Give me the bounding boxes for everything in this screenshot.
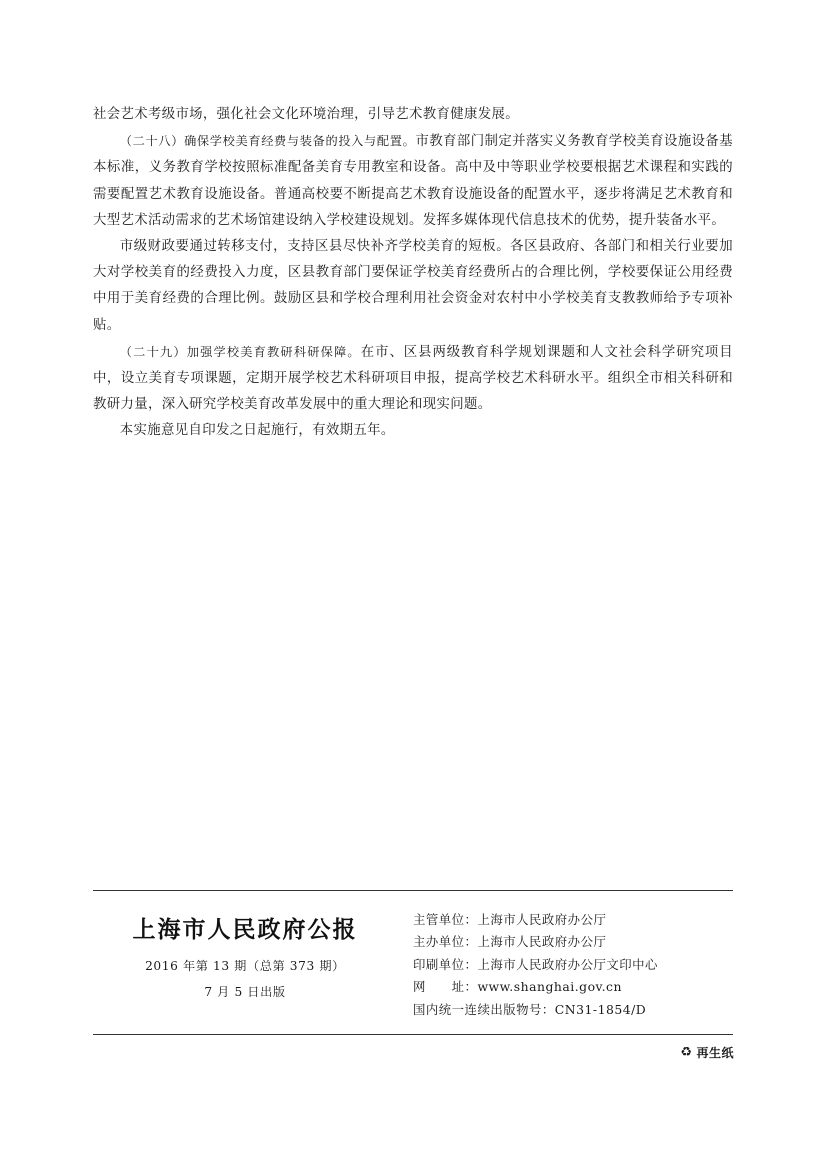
recycled-paper-label: 再生纸: [696, 1046, 734, 1060]
publish-date: 7 月 5 日出版: [204, 985, 286, 999]
printer-row: 印刷单位：上海市人民政府办公厅文印中心: [413, 956, 658, 972]
footer-bottom-divider: [93, 1034, 733, 1035]
gazette-masthead: [110, 914, 380, 1000]
issue-number: 2016 年第 13 期（总第 373 期）: [145, 959, 345, 973]
section-28-text: 市教育部门制定并落实义务教育学校美育设施设备基本标准，义务教育学校按照标准配备美育专用教室和设备。高中及中等职业学校要根据艺术课程和实践的需要配置艺术教育设施设备。普通高校要不断提高艺术教育设施设备的配置水平，逐步将满足艺术教育和大型艺术活动需求的艺术场馆建设纳入学校建设规划。发挥多媒体现代信息技术的优势，提升装备水平。: [93, 134, 733, 228]
paragraph-5: 本实施意见自印发之日起施行，有效期五年。: [119, 423, 395, 439]
paragraph-1: 社会艺术考级市场，强化社会文化环境治理，引导艺术教育健康发展。: [93, 107, 519, 122]
section-29-text: 在市、区县两级教育科学规划课题和人文社会科学研究项目中，设立美育专项课题，定期开展学校艺术科研项目申报，提高学校艺术科研水平。组织全市相关科研和教研力量，深入研究学校美育改革发展中的重大理论和现实问题。: [93, 344, 733, 413]
paragraph-3: 市级财政要通过转移支付，支持区县尽快补齐学校美育的短板。各区县政府、各部门和相关行业要加大对学校美育的经费投入力度，区县教育部门要保证学校美育经费所占的合理比例，学校要保证公用经费中用于美育经费的合理比例。鼓励区县和学校合理利用社会资金对农村中小学校美育支教教师给予专项补贴。: [93, 239, 733, 333]
footer-top-divider: [93, 890, 733, 891]
section-29-heading: （二十九）加强学校美育教研科研保障。: [119, 344, 361, 359]
supervisor-row: 主管单位：上海市人民政府办公厅: [413, 912, 607, 927]
paragraph-4: [93, 339, 733, 419]
recycle-icon: ♻: [680, 1045, 693, 1060]
gazette-title: 上海市人民政府公报: [132, 916, 358, 943]
document-body: [93, 102, 733, 445]
section-28-heading: （二十八）确保学校美育经费与装备的投入与配置。: [119, 134, 416, 149]
recycled-paper-mark: [680, 1044, 734, 1062]
sponsor-row: 主办单位：上海市人民政府办公厅: [413, 934, 607, 950]
website-row: 网 址：www.shanghai.gov.cn: [413, 979, 622, 995]
publisher-info: [413, 909, 733, 1021]
serial-number-row: 国内统一连续出版物号：CN31-1854/D: [413, 1001, 647, 1017]
paragraph-2: [93, 128, 733, 234]
